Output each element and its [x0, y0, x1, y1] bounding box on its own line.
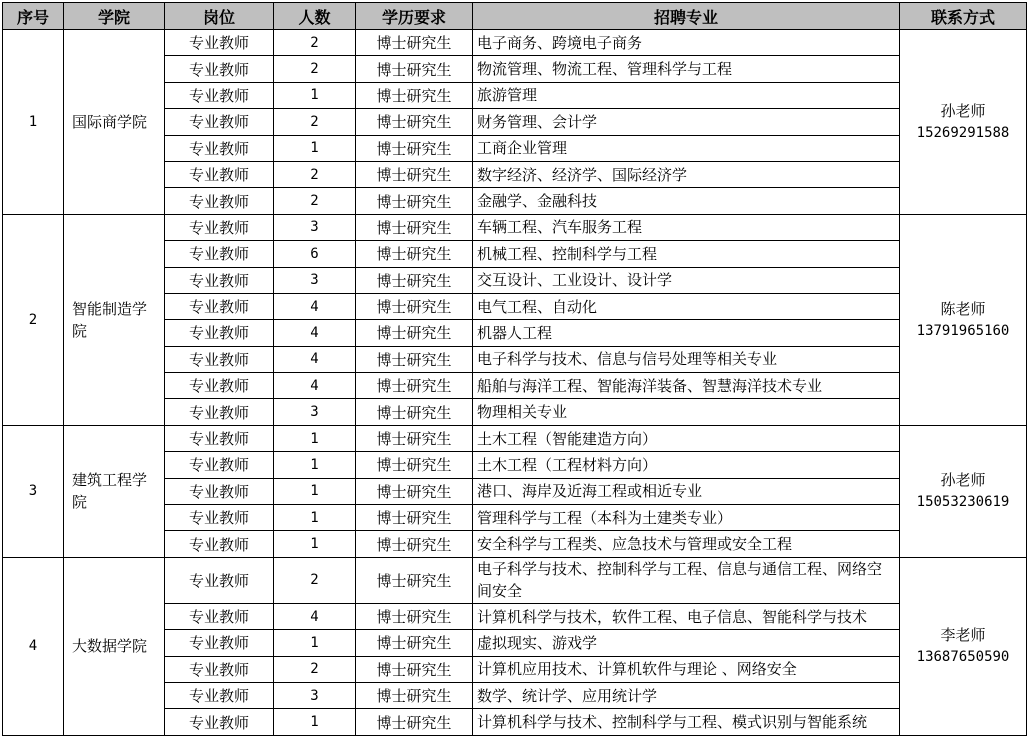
major-cell: 计算机科学与技术、控制科学与工程、模式识别与智能系统 — [473, 709, 900, 735]
degree-cell: 博士研究生 — [356, 452, 473, 478]
position-cell: 专业教师 — [165, 161, 274, 187]
degree-cell: 博士研究生 — [356, 109, 473, 135]
major-cell: 电子科学与技术、控制科学与工程、信息与通信工程、网络空间安全 — [473, 557, 900, 603]
contact-phone: 15269291588 — [916, 124, 1010, 141]
count-cell: 3 — [274, 267, 356, 293]
count-cell: 4 — [274, 320, 356, 346]
position-cell: 专业教师 — [165, 452, 274, 478]
degree-cell: 博士研究生 — [356, 135, 473, 161]
degree-cell: 博士研究生 — [356, 709, 473, 735]
contact-phone: 13791965160 — [916, 322, 1010, 339]
count-cell: 1 — [274, 505, 356, 531]
position-cell: 专业教师 — [165, 709, 274, 735]
college-cell: 大数据学院 — [64, 557, 165, 735]
degree-cell: 博士研究生 — [356, 56, 473, 82]
count-cell: 6 — [274, 241, 356, 267]
header-count: 人数 — [274, 3, 356, 30]
count-cell: 4 — [274, 603, 356, 629]
header-row — [3, 3, 1027, 30]
degree-cell: 博士研究生 — [356, 293, 473, 319]
college-cell: 智能制造学院 — [64, 214, 165, 425]
count-cell: 2 — [274, 30, 356, 56]
degree-cell: 博士研究生 — [356, 214, 473, 240]
position-cell: 专业教师 — [165, 478, 274, 504]
degree-cell: 博士研究生 — [356, 531, 473, 557]
header-major: 招聘专业 — [473, 3, 900, 30]
position-cell: 专业教师 — [165, 399, 274, 425]
count-cell: 1 — [274, 531, 356, 557]
degree-cell: 博士研究生 — [356, 603, 473, 629]
degree-cell: 博士研究生 — [356, 557, 473, 603]
count-cell: 4 — [274, 346, 356, 372]
position-cell: 专业教师 — [165, 682, 274, 708]
header-degree: 学历要求 — [356, 3, 473, 30]
count-cell: 3 — [274, 682, 356, 708]
header-index: 序号 — [3, 3, 64, 30]
degree-cell: 博士研究生 — [356, 656, 473, 682]
major-cell: 数学、统计学、应用统计学 — [473, 682, 900, 708]
count-cell: 3 — [274, 399, 356, 425]
contact-phone: 13687650590 — [916, 649, 1010, 666]
degree-cell: 博士研究生 — [356, 505, 473, 531]
college-cell: 建筑工程学院 — [64, 425, 165, 557]
header-college: 学院 — [64, 3, 165, 30]
position-cell: 专业教师 — [165, 293, 274, 319]
contact-cell — [900, 557, 1027, 735]
position-cell: 专业教师 — [165, 109, 274, 135]
contact-name: 孙老师 — [940, 101, 986, 120]
major-cell: 交互设计、工业设计、设计学 — [473, 267, 900, 293]
position-cell: 专业教师 — [165, 505, 274, 531]
position-cell: 专业教师 — [165, 320, 274, 346]
position-cell: 专业教师 — [165, 425, 274, 451]
major-cell: 物流管理、物流工程、管理科学与工程 — [473, 56, 900, 82]
count-cell: 2 — [274, 557, 356, 603]
major-cell: 财务管理、会计学 — [473, 109, 900, 135]
degree-cell: 博士研究生 — [356, 320, 473, 346]
position-cell: 专业教师 — [165, 557, 274, 603]
count-cell: 2 — [274, 56, 356, 82]
count-cell: 2 — [274, 188, 356, 214]
recruitment-table — [2, 2, 1027, 736]
degree-cell: 博士研究生 — [356, 346, 473, 372]
count-cell: 3 — [274, 214, 356, 240]
position-cell: 专业教师 — [165, 603, 274, 629]
major-cell: 机器人工程 — [473, 320, 900, 346]
position-cell: 专业教师 — [165, 630, 274, 656]
degree-cell: 博士研究生 — [356, 161, 473, 187]
position-cell: 专业教师 — [165, 188, 274, 214]
position-cell: 专业教师 — [165, 656, 274, 682]
major-cell: 数字经济、经济学、国际经济学 — [473, 161, 900, 187]
contact-cell — [900, 425, 1027, 557]
header-contact: 联系方式 — [900, 3, 1027, 30]
count-cell: 1 — [274, 709, 356, 735]
major-cell: 旅游管理 — [473, 82, 900, 108]
major-cell: 电子商务、跨境电子商务 — [473, 30, 900, 56]
major-cell: 金融学、金融科技 — [473, 188, 900, 214]
group-index-cell: 2 — [3, 214, 64, 425]
college-cell: 国际商学院 — [64, 30, 165, 215]
degree-cell: 博士研究生 — [356, 82, 473, 108]
degree-cell: 博士研究生 — [356, 267, 473, 293]
major-cell: 土木工程（智能建造方向） — [473, 425, 900, 451]
count-cell: 2 — [274, 109, 356, 135]
position-cell: 专业教师 — [165, 30, 274, 56]
table-row — [3, 425, 1027, 451]
contact-phone: 15053230619 — [916, 494, 1010, 511]
major-cell: 虚拟现实、游戏学 — [473, 630, 900, 656]
position-cell: 专业教师 — [165, 373, 274, 399]
position-cell: 专业教师 — [165, 241, 274, 267]
major-cell: 计算机应用技术、计算机软件与理论 、网络安全 — [473, 656, 900, 682]
position-cell: 专业教师 — [165, 346, 274, 372]
degree-cell: 博士研究生 — [356, 425, 473, 451]
count-cell: 2 — [274, 161, 356, 187]
count-cell: 1 — [274, 425, 356, 451]
major-cell: 船舶与海洋工程、智能海洋装备、智慧海洋技术专业 — [473, 373, 900, 399]
contact-name: 孙老师 — [940, 471, 986, 490]
count-cell: 4 — [274, 373, 356, 399]
major-cell: 物理相关专业 — [473, 399, 900, 425]
count-cell: 1 — [274, 82, 356, 108]
degree-cell: 博士研究生 — [356, 630, 473, 656]
contact-cell — [900, 30, 1027, 215]
position-cell: 专业教师 — [165, 56, 274, 82]
degree-cell: 博士研究生 — [356, 399, 473, 425]
contact-cell — [900, 214, 1027, 425]
major-cell: 计算机科学与技术，软件工程、电子信息、智能科学与技术 — [473, 603, 900, 629]
major-cell: 机械工程、控制科学与工程 — [473, 241, 900, 267]
major-cell: 土木工程（工程材料方向） — [473, 452, 900, 478]
header-position: 岗位 — [165, 3, 274, 30]
table-row — [3, 557, 1027, 603]
degree-cell: 博士研究生 — [356, 241, 473, 267]
position-cell: 专业教师 — [165, 135, 274, 161]
major-cell: 安全科学与工程类、应急技术与管理或安全工程 — [473, 531, 900, 557]
degree-cell: 博士研究生 — [356, 478, 473, 504]
major-cell: 电气工程、自动化 — [473, 293, 900, 319]
count-cell: 1 — [274, 478, 356, 504]
major-cell: 电子科学与技术、信息与信号处理等相关专业 — [473, 346, 900, 372]
count-cell: 1 — [274, 135, 356, 161]
table-row — [3, 30, 1027, 56]
count-cell: 4 — [274, 293, 356, 319]
count-cell: 1 — [274, 452, 356, 478]
position-cell: 专业教师 — [165, 214, 274, 240]
major-cell: 工商企业管理 — [473, 135, 900, 161]
count-cell: 2 — [274, 656, 356, 682]
degree-cell: 博士研究生 — [356, 30, 473, 56]
group-index-cell: 4 — [3, 557, 64, 735]
count-cell: 1 — [274, 630, 356, 656]
major-cell: 港口、海岸及近海工程或相近专业 — [473, 478, 900, 504]
position-cell: 专业教师 — [165, 267, 274, 293]
contact-name: 李老师 — [940, 626, 986, 645]
position-cell: 专业教师 — [165, 82, 274, 108]
degree-cell: 博士研究生 — [356, 373, 473, 399]
degree-cell: 博士研究生 — [356, 188, 473, 214]
group-index-cell: 1 — [3, 30, 64, 215]
degree-cell: 博士研究生 — [356, 682, 473, 708]
major-cell: 管理科学与工程（本科为土建类专业） — [473, 505, 900, 531]
major-cell: 车辆工程、汽车服务工程 — [473, 214, 900, 240]
table-row — [3, 214, 1027, 240]
contact-name: 陈老师 — [940, 299, 986, 318]
position-cell: 专业教师 — [165, 531, 274, 557]
group-index-cell: 3 — [3, 425, 64, 557]
